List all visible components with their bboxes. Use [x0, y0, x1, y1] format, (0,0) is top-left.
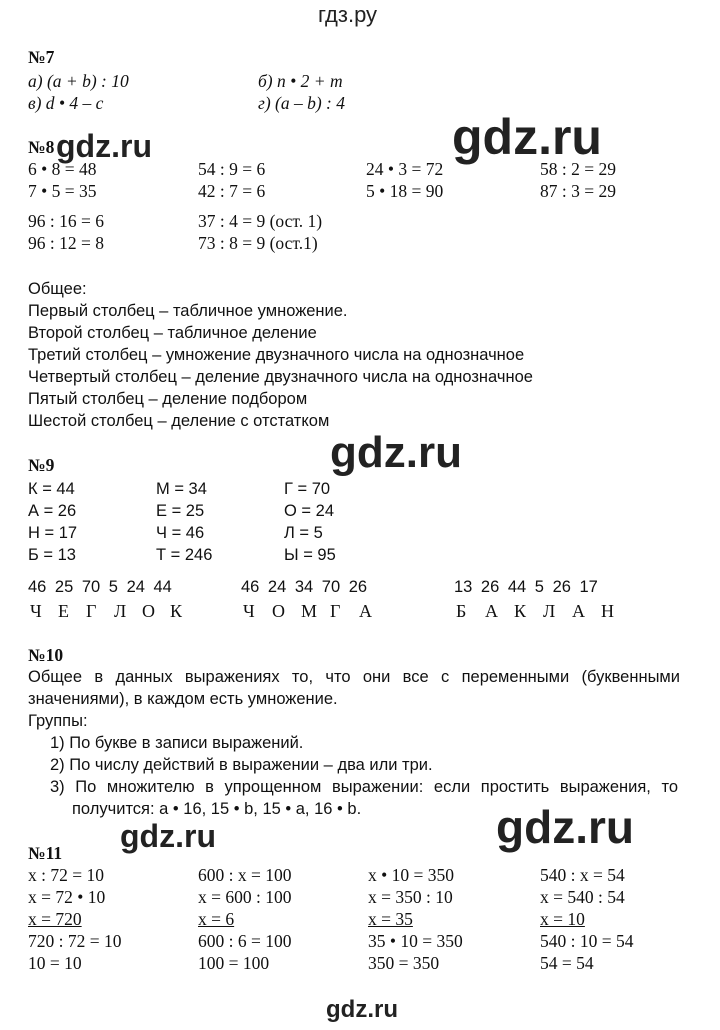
letter: Б — [456, 601, 467, 621]
check: 350 = 350 — [368, 953, 440, 973]
equation: 42 : 7 = 6 — [198, 181, 266, 201]
equation: 73 : 8 = 9 (ост.1) — [198, 233, 318, 253]
watermark: gdz.ru — [452, 109, 602, 165]
letter: А — [359, 601, 372, 621]
check: 100 = 100 — [198, 953, 270, 973]
letter-value: Н = 17 — [28, 524, 78, 542]
equation: x = 540 : 54 — [540, 887, 625, 907]
word-numbers: 13 26 44 5 26 17 — [454, 578, 598, 596]
group-item: 2) По числу действий в выражении – два или три. — [50, 756, 433, 774]
task-title: №7 — [28, 47, 55, 67]
task-title: №8 — [28, 137, 55, 157]
letter: Ч — [243, 601, 255, 621]
equation: x = 72 • 10 — [28, 887, 106, 907]
letter: О — [272, 601, 285, 621]
watermark: gdz.ru — [330, 428, 462, 477]
letter: А — [572, 601, 585, 621]
equation: 7 • 5 = 35 — [28, 181, 97, 201]
equation: 96 : 12 = 8 — [28, 233, 104, 253]
letter: Л — [114, 601, 127, 621]
task10-text: Общее в данных выражениях то, что они все с переменными (буквенными значениями), в каждом есть умножение. — [28, 668, 680, 708]
letter: А — [485, 601, 498, 621]
letter-value: К = 44 — [28, 480, 75, 498]
equation: 600 : x = 100 — [198, 865, 292, 885]
letter: К — [170, 601, 183, 621]
equation: 24 • 3 = 72 — [366, 159, 444, 179]
equation: 37 : 4 = 9 (ост. 1) — [198, 211, 323, 231]
check: 35 • 10 = 350 — [368, 931, 463, 951]
summary-line: Шестой столбец – деление с отстатком — [28, 412, 330, 430]
letter: Е — [58, 601, 69, 621]
site-header: гдз.ру — [318, 2, 378, 27]
letter: Л — [543, 601, 556, 621]
group-item: 1) По букве в записи выражений. — [50, 734, 304, 752]
watermark: gdz.ru — [120, 818, 216, 854]
letter: К — [514, 601, 527, 621]
letter-value: О = 24 — [284, 502, 334, 520]
letter-value: Б = 13 — [28, 546, 76, 564]
expression: в) d • 4 – c — [28, 93, 104, 113]
groups-label: Группы: — [28, 712, 88, 730]
word-letters — [456, 600, 630, 622]
group-item: 3) По множителю в упрощенном выражении: если простить выражения, то — [50, 778, 678, 796]
equation: 6 • 8 = 48 — [28, 159, 97, 179]
word-letters — [30, 600, 198, 622]
word-numbers: 46 25 70 5 24 44 — [28, 578, 172, 596]
letter-value: Ы = 95 — [284, 546, 336, 564]
letter-value: А = 26 — [28, 502, 77, 520]
letter: Г — [86, 601, 97, 621]
task-title: №11 — [28, 843, 63, 863]
equation: 58 : 2 = 29 — [540, 159, 616, 179]
summary-line: Пятый столбец – деление подбором — [28, 390, 308, 408]
check: 540 : 10 = 54 — [540, 931, 634, 951]
letter-value: Ч = 46 — [156, 524, 205, 542]
equation: 87 : 3 = 29 — [540, 181, 616, 201]
expression: а) (a + b) : 10 — [28, 71, 129, 91]
task-title: №10 — [28, 645, 64, 665]
equation: x = 350 : 10 — [368, 887, 453, 907]
equation: 540 : x = 54 — [540, 865, 625, 885]
letter: Н — [601, 601, 614, 621]
check: 720 : 72 = 10 — [28, 931, 122, 951]
expression: б) n • 2 + m — [258, 71, 343, 91]
letter: Г — [330, 601, 341, 621]
word-letters — [243, 600, 388, 622]
letter-value: Г = 70 — [284, 480, 331, 498]
summary-line: Общее: — [28, 280, 87, 298]
summary-line: Третий столбец – умножение двузначного числа на однозначное — [28, 346, 525, 364]
letter-value: М = 34 — [156, 480, 207, 498]
answer: x = 720 — [28, 909, 82, 929]
letter-value: Л = 5 — [284, 524, 323, 542]
answer: x = 35 — [368, 909, 413, 929]
equation: x = 600 : 100 — [198, 887, 292, 907]
watermark: gdz.ru — [56, 128, 152, 164]
answer: x = 6 — [198, 909, 235, 929]
summary-line: Второй столбец – табличное деление — [28, 324, 317, 342]
expression: г) (a – b) : 4 — [258, 93, 346, 113]
check: 54 = 54 — [540, 953, 594, 973]
watermark: gdz.ru — [496, 801, 634, 853]
summary-line: Первый столбец – табличное умножение. — [28, 302, 348, 320]
equation: 96 : 16 = 6 — [28, 211, 104, 231]
task-title: №9 — [28, 455, 55, 475]
check: 600 : 6 = 100 — [198, 931, 292, 951]
equation: x • 10 = 350 — [368, 865, 454, 885]
letter-value: Т = 246 — [156, 546, 213, 564]
summary-line: Четвертый столбец – деление двузначного числа на однозначное — [28, 368, 533, 386]
equation: 5 • 18 = 90 — [366, 181, 444, 201]
group-item-continuation: получится: a • 16, 15 • b, 15 • a, 16 • b. — [72, 800, 362, 818]
letter: М — [301, 601, 318, 621]
equation: 54 : 9 = 6 — [198, 159, 266, 179]
equation: x : 72 = 10 — [28, 865, 104, 885]
word-numbers: 46 24 34 70 26 — [241, 578, 368, 596]
letter-value: Е = 25 — [156, 502, 205, 520]
answer: x = 10 — [540, 909, 585, 929]
letter: Ч — [30, 601, 42, 621]
letter: О — [142, 601, 155, 621]
check: 10 = 10 — [28, 953, 82, 973]
watermark: gdz.ru — [326, 996, 398, 1023]
